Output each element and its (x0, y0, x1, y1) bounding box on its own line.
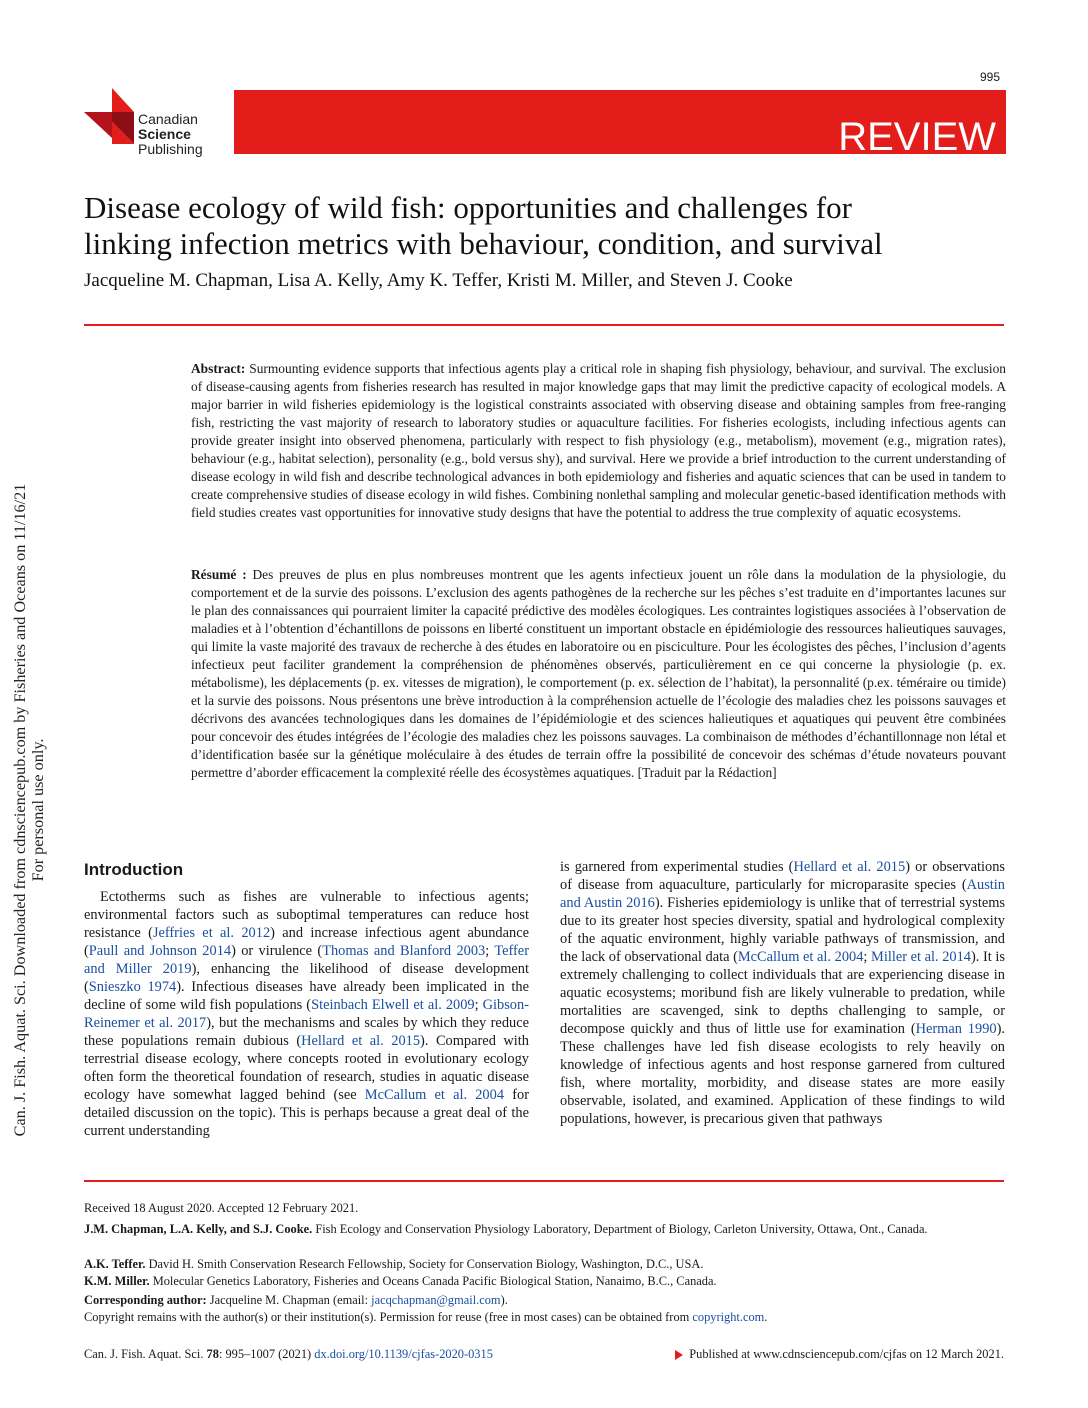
body-text: ). These challenges have led fish disease ecologists to rely heavily on knowledge of infectious agents and host response garnered from cultured fish, where mortality, morbidity, and disease states are more easily observable, isolated, and examined. Application of these findings to wild populations, however, is precarious given that pathways (560, 1021, 1005, 1127)
intro-paragraph-1-continued (560, 858, 1005, 1128)
copyright-link[interactable]: copyright.com (692, 1310, 765, 1324)
citation-link[interactable]: Paull and Johnson 2014 (88, 943, 232, 959)
logo-line-2: Science (138, 126, 191, 142)
body-text: ), enhancing the likelihood of disease development ( (84, 961, 529, 995)
body-text: ). Fisheries epidemiology is unlike that of terrestrial systems due to its greater host species diversity, spatial and hydrological complexity of the aquatic environment, highly variable pathways of transmission, and the lack of observational data ( (560, 895, 1006, 965)
left-column (84, 888, 529, 1140)
author-list: Jacqueline M. Chapman, Lisa A. Kelly, Amy K. Teffer, Kristi M. Miller, and Steven J. Cooke (84, 270, 793, 291)
abstract-text: Surmounting evidence supports that infectious agents play a critical role in shaping fish physiology, behaviour, and survival. The exclusion of disease-causing agents from fisheries research has resulted in major knowledge gaps that may limit the predictive capacity of ecological models. A major barrier in wild fisheries epidemiology is the logistical constraints associated with observing disease and obtaining samples from free-ranging fish, restricting the vast majority of research to laboratory studies or aquaculture facilities. For fisheries ecologists, including infectious agents can provide greater insight into observed phenomena, particularly with respect to fish physiology (e.g., metabolism), movement (e.g., migration rates), behaviour (e.g., habitat selection), personality (e.g., bold versus shy), and survival. Here we provide a brief introduction to the current understanding of disease ecology in wild fish and describe technological advances in both epidemiology and fisheries and aquatic sciences that can be used in tandem to create comprehensive studies of disease ecology in wild fishes. Combining nonlethal sampling and molecular genetic-based identification methods with field studies creates vast opportunities for innovative study designs that have the potential to address the true complexity of aquatic ecosystems. (191, 361, 1006, 520)
affiliation-1: J.M. Chapman, L.A. Kelly, and S.J. Cooke. Fish Ecology and Conservation Physiology Laboratory, Department of Biology, Carleton University, Ottawa, Ont., Canada. (84, 1222, 928, 1236)
body-text: ; (485, 943, 495, 959)
body-text: is garnered from experimental studies ( (560, 859, 794, 875)
published-note: Published at www.cdnsciencepub.com/cjfas on 12 March 2021. (675, 1346, 1004, 1363)
intro-paragraph-1 (84, 888, 529, 1140)
arrow-icon (675, 1350, 683, 1360)
title-line-1: Disease ecology of wild fish: opportunities and challenges for (84, 190, 852, 225)
body-text: ), but the mechanisms and scales by which they reduce these populations remain dubious ( (84, 1015, 529, 1049)
body-text: ) or virulence ( (231, 943, 323, 959)
body-text: ). It is extremely challenging to collect individuals that are experiencing disease in aquatic ecosystems; moribund fish are likely vulnerable to predation, while mortalities are scavenged, sink to depths challenging to sample, or decompose quickly and thus of little use for examination ( (560, 949, 1005, 1037)
affiliation-2: A.K. Teffer. David H. Smith Conservation Research Fellowship, Society for Conservation Biology, Washington, D.C., USA. (84, 1257, 704, 1271)
section-heading-introduction: Introduction (84, 860, 184, 879)
body-text: ; (863, 949, 872, 965)
title-divider (84, 324, 1004, 326)
sidebar-line-1: Can. J. Fish. Aquat. Sci. Downloaded from cdnsciencepub.com by Fisheries and Oceans on 11/16/21 (11, 483, 29, 1137)
csp-logo-icon (84, 88, 134, 144)
citation-link[interactable]: Thomas and Blanford 2003 (322, 943, 486, 959)
citation-link[interactable]: Austin and Austin 2016 (560, 877, 1005, 911)
body-text: for detailed discussion on the topic). This is perhaps because a great deal of the current understanding (84, 1087, 529, 1139)
body-text: ) and increase infectious agent abundance ( (84, 925, 529, 959)
right-column (560, 858, 1005, 1128)
citation-link[interactable]: Hellard et al. 2015 (793, 859, 906, 875)
citation-link[interactable]: Gibson-Reinemer et al. 2017 (84, 997, 529, 1031)
citation-link[interactable]: McCallum et al. 2004 (364, 1087, 505, 1103)
abstract (191, 360, 1006, 522)
resume (191, 566, 1006, 782)
citation-link[interactable]: Jeffries et al. 2012 (152, 925, 271, 941)
review-banner (234, 90, 1006, 159)
article-title (84, 190, 1024, 262)
publisher-logo-text (138, 112, 203, 157)
citation-link[interactable]: Hellard et al. 2015 (301, 1033, 421, 1049)
citation-link[interactable]: Miller et al. 2014 (871, 949, 971, 965)
page-number: 995 (980, 70, 1001, 84)
body-text: ; (474, 997, 483, 1013)
sidebar-line-2: For personal use only. (29, 738, 47, 882)
doi-link[interactable]: dx.doi.org/10.1139/cjfas-2020-0315 (314, 1347, 493, 1361)
abstract-label: Abstract: (191, 361, 246, 376)
corresponding-author: Corresponding author: Jacqueline M. Chapman (email: jacqchapman@gmail.com). (84, 1293, 508, 1307)
title-line-2: linking infection metrics with behaviour, condition, and survival (84, 226, 883, 261)
review-label: REVIEW (838, 115, 996, 159)
received-dates: Received 18 August 2020. Accepted 12 February 2021. (84, 1201, 359, 1215)
resume-text: Des preuves de plus en plus nombreuses montrent que les agents infectieux jouent un rôle dans la modulation de la physiologie, du comportement et de la survie des poissons. L’exclusion des agents pathogènes de la recherche sur les pêches s’est traduite en d’importantes lacunes sur le plan des connaissances qui pourraient limiter la capacité prédictive des modèles écologiques. Les contraintes logistiques associées à l’observation de maladies et à l’obtention d’échantillons de poissons en liberté constituent un important obstacle en épidémiologie des ressources halieutiques sauvages, qui limite la vaste majorité des travaux de recherche à des études en laboratoire ou en pisciculture. Pour les écologistes des pêches, l’inclusion d’agents infectieux peut faciliter grandement la compréhension de phénomènes observés, particulièrement en ce qui concerne la physiologie (p. ex. métabolisme), les déplacements (p. ex. vitesses de migration), le comportement (p. ex. sélection de l’habitat), la personnalité (p.ex. téméraire ou timide) et la survie des poissons. Nous présentons une brève introduction à la compréhension actuelle de l’écologie des maladies chez les poissons sauvages et décrivons des avancées technologiques dans les domaines de l’épidémiologie et des sciences halieutiques et aquatiques qui peuvent être combinées pour concevoir des études intégrées de l’écologie des maladies chez les poissons sauvages. La combinaison de méthodes d’échantillonnage non létal et d’identification basée sur la génétique moléculaire à des études de terrain offre la possibilité de concevoir des schémas d’étude novateurs pouvant permettre d’aborder efficacement la complexité réelle des écosystèmes aquatiques. [Traduit par la Rédaction] (191, 567, 1006, 780)
body-text: ). Compared with terrestrial disease ecology, where concepts rooted in evolutionary ecology often form the theoretical foundation of research, studies in aquatic disease ecology have somewhat lagged behind (see (84, 1033, 529, 1103)
download-sidebar (5, 340, 55, 1280)
logo-line-3: Publishing (138, 141, 203, 157)
citation-link[interactable]: Snieszko 1974 (88, 979, 177, 995)
copyright-notice: Copyright remains with the author(s) or their institution(s). Permission for reuse (free in most cases) can be obtained from copyright.com. (84, 1310, 768, 1324)
body-text: ) or observations of disease from aquaculture, particularly for microparasite species ( (560, 859, 1005, 893)
body-text: ). Infectious diseases have already been implicated in the decline of some wild fish populations ( (84, 979, 529, 1013)
resume-label: Résumé : (191, 567, 247, 582)
email-link[interactable]: jacqchapman@gmail.com (371, 1293, 501, 1307)
logo-line-1: Canadian (138, 111, 198, 127)
affiliation-3: K.M. Miller. Molecular Genetics Laboratory, Fisheries and Oceans Canada Pacific Biological Station, Nanaimo, B.C., Canada. (84, 1274, 717, 1288)
body-text: Ectotherms such as fishes are vulnerable to infectious agents; environmental factors such as suboptimal temperatures can reduce host resistance ( (84, 889, 529, 941)
citation-link[interactable]: Teffer and Miller 2019 (84, 943, 529, 977)
citation-link[interactable]: McCallum et al. 2004 (737, 949, 864, 965)
citation-link[interactable]: Steinbach Elwell et al. 2009 (311, 997, 475, 1013)
footnote-divider (84, 1180, 1004, 1182)
citation-link[interactable]: Herman 1990 (915, 1021, 997, 1037)
citation-footer: Can. J. Fish. Aquat. Sci. 78: 995–1007 (2021) dx.doi.org/10.1139/cjfas-2020-0315 (84, 1347, 493, 1361)
